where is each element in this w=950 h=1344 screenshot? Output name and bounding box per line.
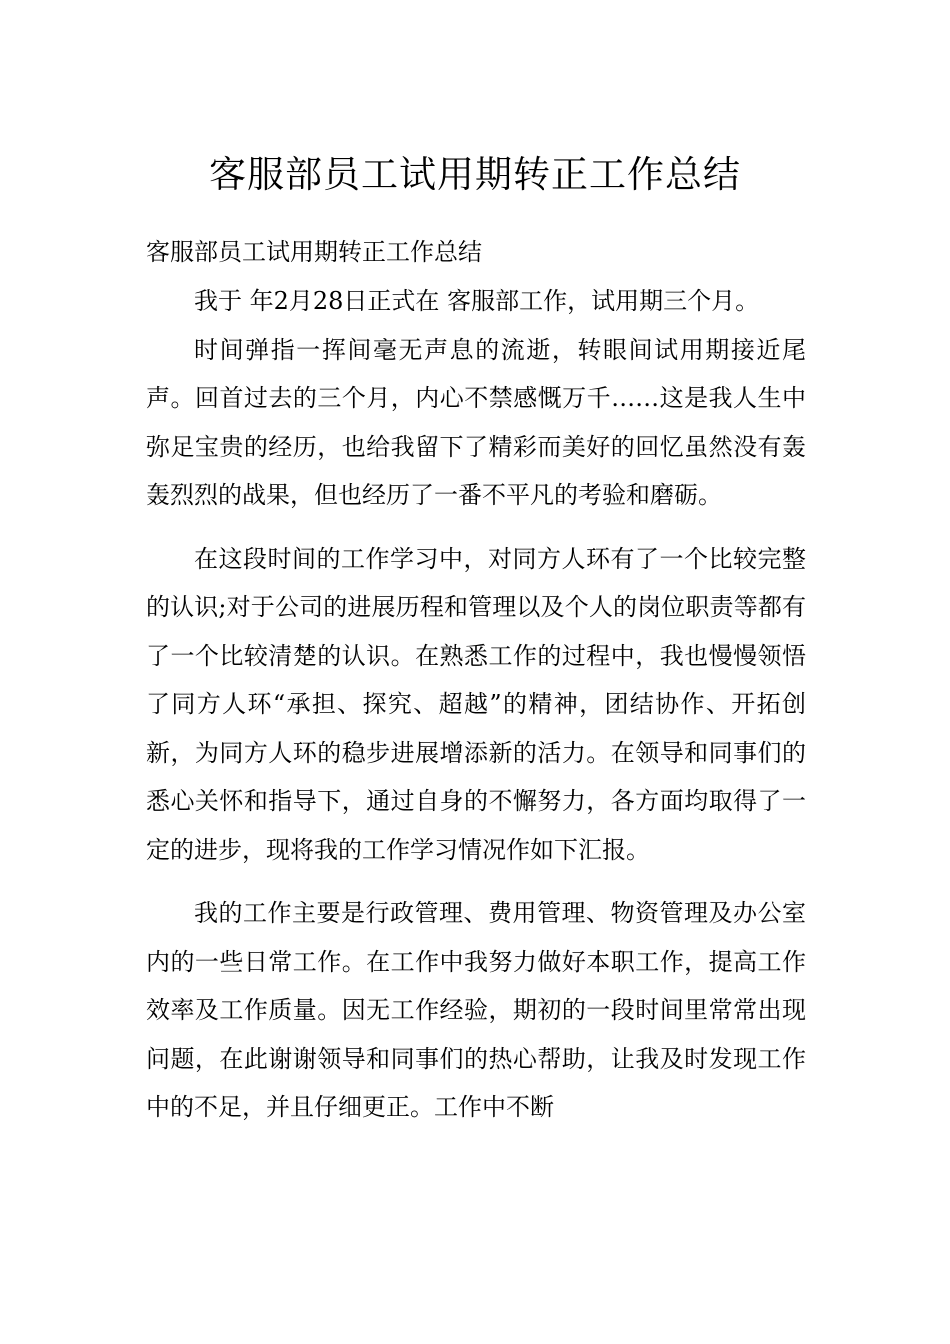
document-subtitle: 客服部员工试用期转正工作总结 — [146, 238, 482, 266]
document-title: 客服部员工试用期转正工作总结 — [209, 152, 741, 196]
paragraph-reflection: 时间弹指一挥间毫无声息的流逝，转眼间试用期接近尾声。回首过去的三个月，内心不禁感慨万千……这是我人生中弥足宝贵的经历，也给我留下了精彩而美好的回忆虽然没有轰轰烈烈的战果，但也经历了一番不平凡的考验和磨砺。 — [146, 335, 806, 509]
paragraph-duties: 我的工作主要是行政管理、费用管理、物资管理及办公室内的一些日常工作。在工作中我努力做好本职工作，提高工作效率及工作质量。因无工作经验，期初的一段时间里常常出现问题，在此谢谢领导和同事们的热心帮助，让我及时发现工作中的不足，并且仔细更正。工作中不断 — [146, 899, 806, 1121]
document-body — [146, 228, 806, 1132]
paragraph-intro: 我于 年2月28日正式在 客服部工作，试用期三个月。 — [194, 286, 760, 315]
paragraph-learning: 在这段时间的工作学习中，对同方人环有了一个比较完整的认识;对于公司的进展历程和管理以及个人的岗位职责等都有了一个比较清楚的认识。在熟悉工作的过程中，我也慢慢领悟了同方人环“承担、探究、超越”的精神，团结协作、开拓创新，为同方人环的稳步进展增添新的活力。在领导和同事们的悉心关怀和指导下，通过自身的不懈努力，各方面均取得了一定的进步，现将我的工作学习情况作如下汇报。 — [146, 544, 806, 864]
